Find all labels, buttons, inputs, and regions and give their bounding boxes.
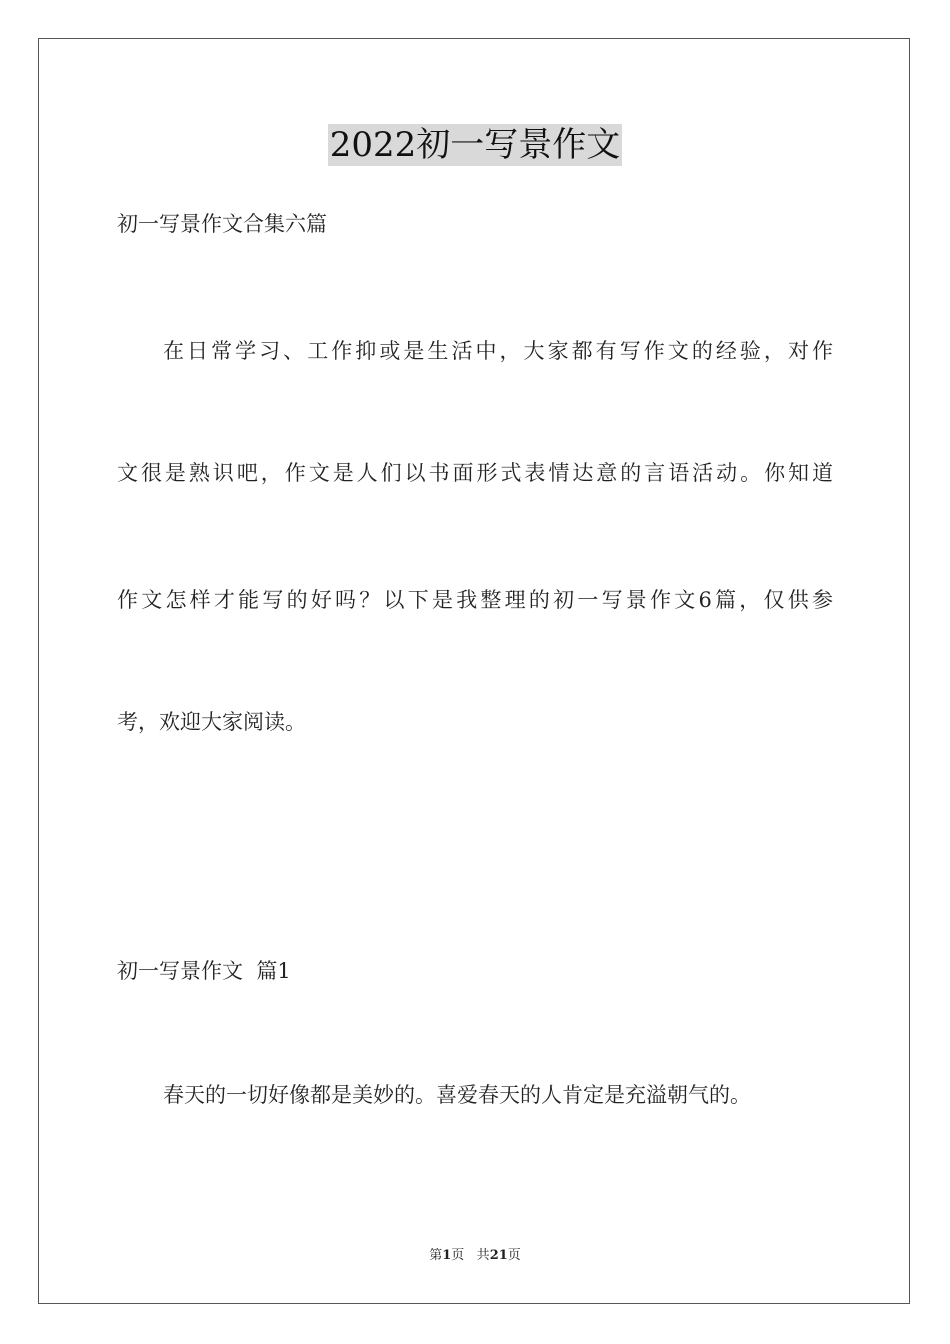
page-footer xyxy=(0,1246,950,1266)
footer-total-prefix: 共 xyxy=(476,1248,490,1263)
intro-line-2: 文很是熟识吧，作文是人们以书面形式表情达意的言语活动。你知道 xyxy=(117,461,833,485)
intro-line-4: 考，欢迎大家阅读。 xyxy=(117,710,306,734)
intro-line-1: 在日常学习、工作抑或是生活中，大家都有写作文的经验，对作 xyxy=(163,339,833,363)
section-first-line: 春天的一切好像都是美妙的。喜爱春天的人肯定是充溢朝气的。 xyxy=(163,1083,751,1107)
title-container xyxy=(0,124,950,166)
footer-total-suffix: 页 xyxy=(507,1248,521,1263)
document-subtitle: 初一写景作文合集六篇 xyxy=(117,212,327,236)
footer-page-number: 1 xyxy=(442,1248,452,1263)
footer-page-suffix: 页 xyxy=(451,1248,465,1263)
document-title: 2022初一写景作文 xyxy=(329,125,621,165)
intro-line-3: 作文怎样才能写的好吗？以下是我整理的初一写景作文6篇，仅供参 xyxy=(117,588,833,612)
section-heading: 初一写景作文 篇1 xyxy=(117,959,291,983)
footer-total-pages: 21 xyxy=(489,1248,508,1263)
footer-page-prefix: 第 xyxy=(429,1248,443,1263)
